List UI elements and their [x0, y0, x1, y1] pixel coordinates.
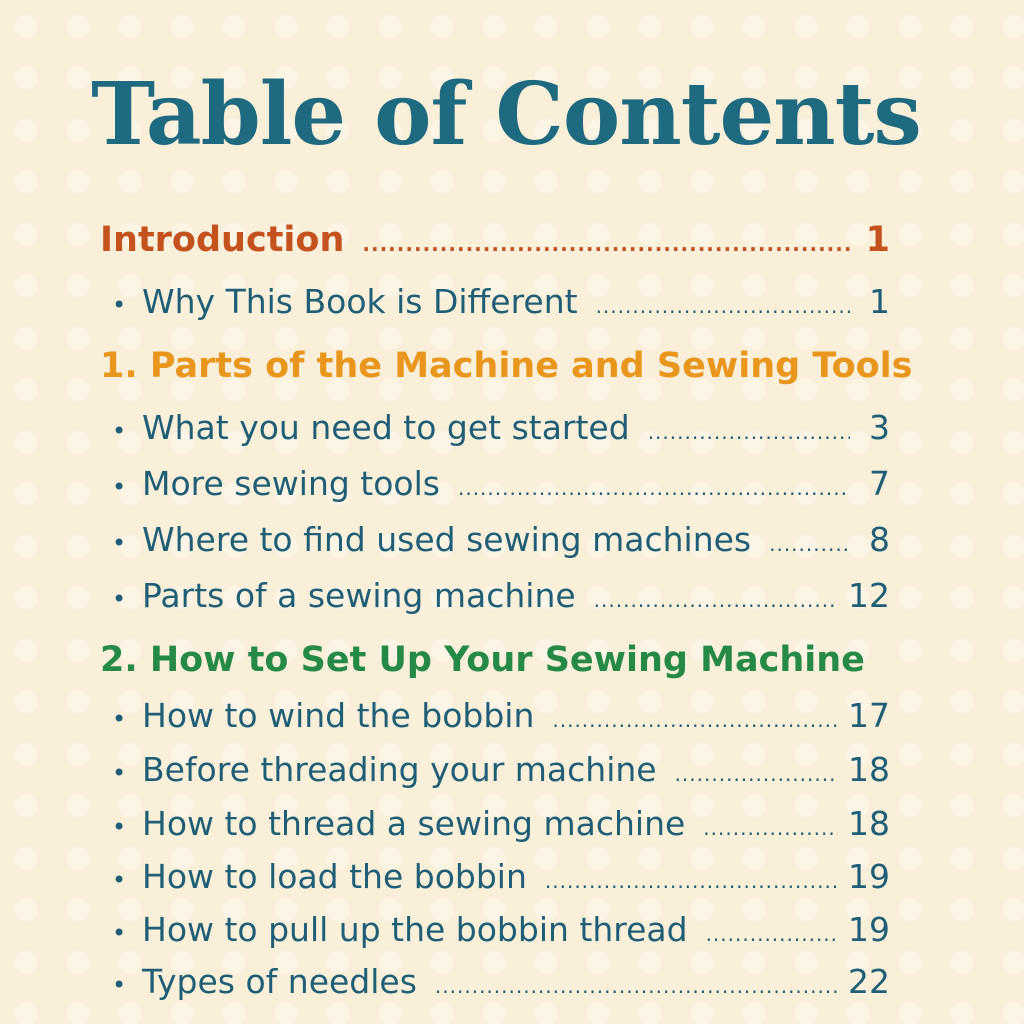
dot-leader	[458, 476, 850, 500]
dot-leader	[706, 922, 838, 946]
dot-leader	[545, 869, 838, 893]
dot-leader	[596, 294, 850, 318]
toc-entry-label: Types of needles	[142, 962, 417, 1001]
bullet-icon: •	[112, 813, 127, 841]
toc-entry[interactable]	[112, 464, 890, 503]
toc-page-number: 17	[848, 696, 890, 735]
toc-entry-label: Parts of a sewing machine	[142, 576, 576, 615]
toc-page-number: 8	[869, 520, 890, 559]
toc-entry[interactable]	[112, 962, 890, 1001]
toc-entry[interactable]	[112, 696, 890, 735]
dot-leader	[362, 232, 850, 256]
toc-entry[interactable]	[112, 576, 890, 615]
page-title: Table of Contents	[91, 64, 921, 165]
bullet-icon: •	[112, 759, 127, 787]
toc-heading-label: 1. Parts of the Machine and Sewing Tools	[100, 346, 913, 386]
toc-page-number: 18	[848, 804, 890, 843]
toc-heading-label: 2. How to Set Up Your Sewing Machine	[100, 640, 865, 680]
dot-leader	[594, 588, 838, 612]
toc-page-number: 1	[865, 220, 890, 260]
toc-heading-chapter-2[interactable]	[100, 640, 890, 680]
toc-entry-label: Why This Book is Different	[142, 282, 578, 321]
toc-entry-label: How to thread a sewing machine	[142, 804, 686, 843]
toc-page-number: 18	[848, 750, 890, 789]
toc-page-number: 12	[848, 576, 890, 615]
toc-page-number: 7	[869, 464, 890, 503]
toc-page-number: 19	[848, 857, 890, 896]
bullet-icon: •	[112, 585, 127, 613]
dot-leader	[675, 762, 838, 786]
toc-entry-label: How to pull up the bobbin thread	[142, 910, 688, 949]
bullet-icon: •	[112, 705, 127, 733]
bullet-icon: •	[112, 417, 127, 445]
bullet-icon: •	[112, 919, 127, 947]
toc-entry-label: Before threading your machine	[142, 750, 657, 789]
toc-entry[interactable]	[112, 804, 890, 843]
toc-page-number: 1	[869, 282, 890, 321]
toc-entry-label: Where to find used sewing machines	[142, 520, 752, 559]
dot-leader	[703, 816, 838, 840]
toc-heading-chapter-1[interactable]	[100, 346, 913, 386]
dot-leader	[648, 420, 850, 444]
bullet-icon: •	[112, 529, 127, 557]
toc-entry-label: How to wind the bobbin	[142, 696, 535, 735]
toc-entry-label: What you need to get started	[142, 408, 630, 447]
bullet-icon: •	[112, 971, 127, 999]
toc-heading-label: Introduction	[100, 220, 345, 260]
dot-leader	[552, 708, 838, 732]
toc-entry[interactable]	[112, 910, 890, 949]
toc-page-number: 19	[848, 910, 890, 949]
toc-entry[interactable]	[112, 282, 890, 321]
toc-entry[interactable]	[112, 750, 890, 789]
bullet-icon: •	[112, 291, 127, 319]
toc-entry[interactable]	[112, 857, 890, 896]
dot-leader	[769, 532, 850, 556]
toc-heading-introduction[interactable]	[100, 220, 890, 260]
toc-entry[interactable]	[112, 408, 890, 447]
toc-page-number: 3	[869, 408, 890, 447]
toc-entry-label: More sewing tools	[142, 464, 440, 503]
toc-entry-label: How to load the bobbin	[142, 857, 527, 896]
bullet-icon: •	[112, 473, 127, 501]
dot-leader	[435, 974, 838, 998]
toc-page-number: 22	[848, 962, 890, 1001]
toc-entry[interactable]	[112, 520, 890, 559]
bullet-icon: •	[112, 866, 127, 894]
